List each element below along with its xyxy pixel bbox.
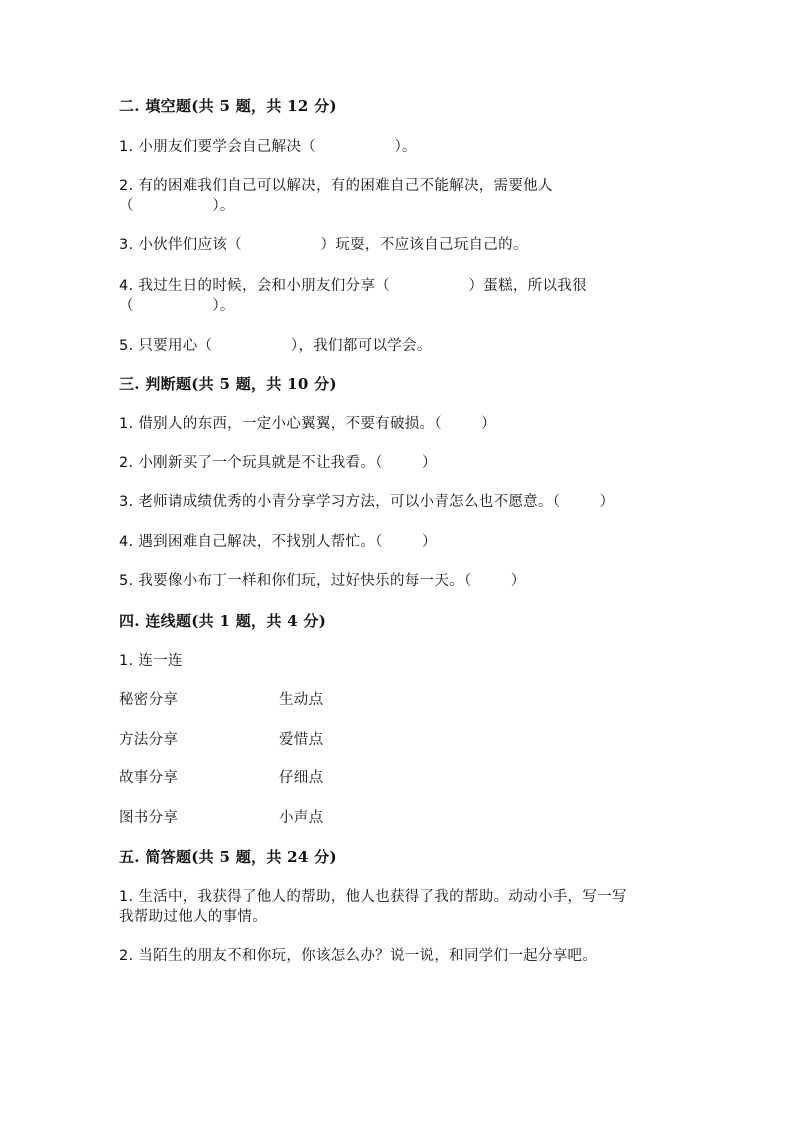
fill-blank-question-3: 3. 小伙伴们应该（ ）玩耍，不应该自己玩自己的。 — [119, 237, 528, 253]
section-heading-short-answer: 五. 简答题(共 5 题，共 24 分) — [119, 848, 337, 866]
short-answer-question-2: 2. 当陌生的朋友不和你玩，你该怎么办？说一说，和同学们一起分享吧。 — [119, 948, 598, 964]
true-false-question-3: 3. 老师请成绩优秀的小青分享学习方法，可以小青怎么也不愿意。（ ） — [119, 494, 615, 510]
fill-blank-question-5: 5. 只要用心（ ），我们都可以学会。 — [119, 338, 432, 354]
matching-right-item: 仔细点 — [279, 770, 324, 786]
true-false-question-2: 2. 小刚新买了一个玩具就是不让我看。（ ） — [119, 455, 437, 471]
true-false-question-4: 4. 遇到困难自己解决，不找别人帮忙。（ ） — [119, 534, 437, 550]
fill-blank-question-4-line-2: （ ）。 — [119, 298, 235, 314]
matching-right-item: 小声点 — [279, 810, 324, 826]
section-heading-true-false: 三. 判断题(共 5 题，共 10 分) — [119, 375, 337, 393]
true-false-question-5: 5. 我要像小布丁一样和你们玩，过好快乐的每一天。（ ） — [119, 573, 526, 589]
matching-question-1: 1. 连一连 — [119, 653, 183, 669]
fill-blank-question-1: 1. 小朋友们要学会自己解决（ ）。 — [119, 139, 417, 155]
short-answer-question-1-line-1: 1. 生活中，我获得了他人的帮助，他人也获得了我的帮助。动动小手，写一写 — [119, 889, 627, 905]
matching-left-item: 方法分享 — [119, 732, 179, 748]
matching-left-item: 秘密分享 — [119, 692, 179, 708]
fill-blank-question-2-line-2: （ ）。 — [119, 198, 235, 214]
matching-left-item: 图书分享 — [119, 810, 179, 826]
short-answer-question-1-line-2: 我帮助过他人的事情。 — [119, 909, 267, 925]
section-heading-matching: 四. 连线题(共 1 题，共 4 分) — [119, 612, 327, 630]
fill-blank-question-2-line-1: 2. 有的困难我们自己可以解决，有的困难自己不能解决，需要他人 — [119, 178, 553, 194]
matching-right-item: 生动点 — [279, 692, 324, 708]
true-false-question-1: 1. 借别人的东西，一定小心翼翼，不要有破损。（ ） — [119, 416, 496, 432]
section-heading-fill-blank: 二. 填空题(共 5 题，共 12 分) — [119, 97, 337, 115]
fill-blank-question-4-line-1: 4. 我过生日的时候，会和小朋友们分享（ ）蛋糕，所以我很 — [119, 278, 587, 294]
matching-left-item: 故事分享 — [119, 770, 179, 786]
matching-right-item: 爱惜点 — [279, 732, 324, 748]
